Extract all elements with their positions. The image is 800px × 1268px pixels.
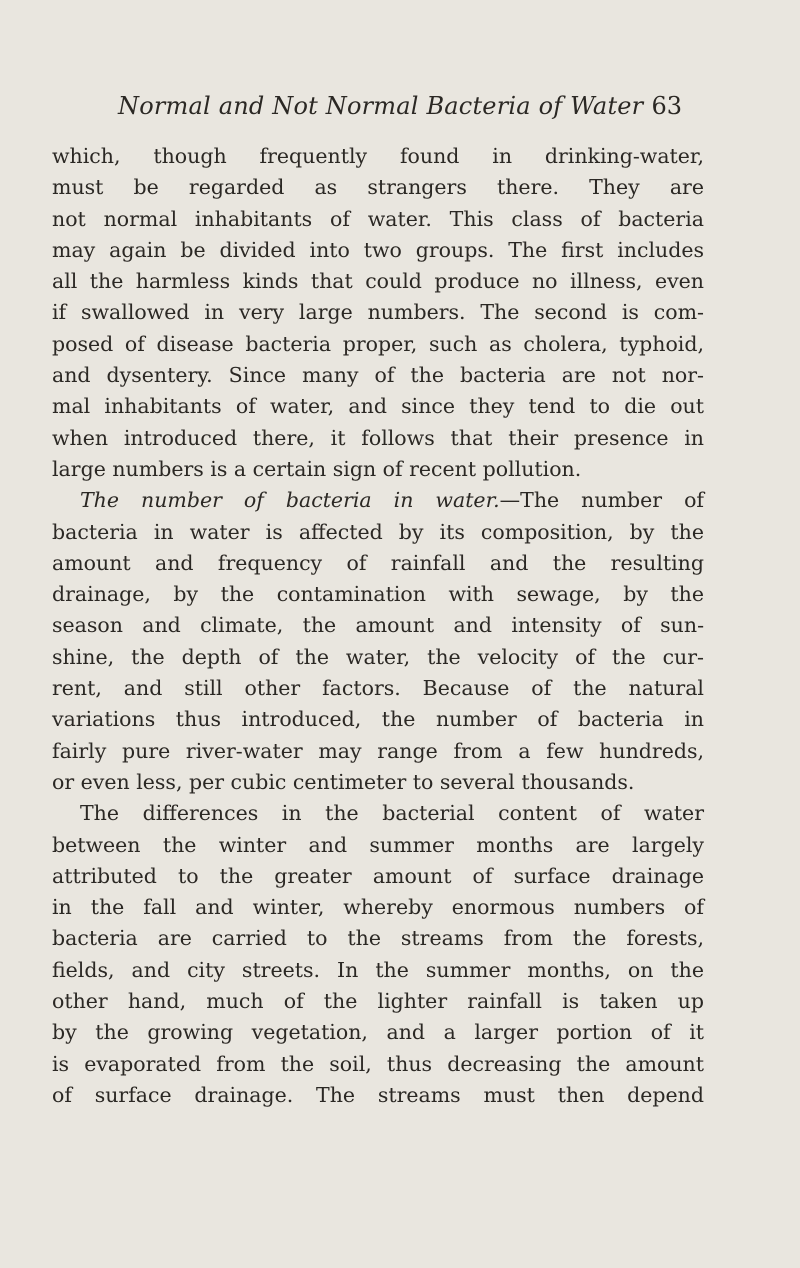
text-line: posed of disease bacteria proper, such as cholera, typhoid, xyxy=(52,331,704,356)
text-line: variations thus introduced, the number of bacteria in xyxy=(52,707,704,732)
page-number: 63 xyxy=(651,92,682,120)
text-line: large numbers is a certain sign of recent pollution. xyxy=(52,456,582,481)
section-heading-line xyxy=(52,485,704,516)
text-line: by the growing vegetation, and a larger portion of it xyxy=(52,1020,704,1045)
text-line: mal inhabitants of water, and since they tend to die out xyxy=(52,394,704,419)
text-line: of surface drainage. The streams must then depend xyxy=(52,1082,704,1107)
text-line: bacteria in water is affected by its composition, by the xyxy=(52,519,704,544)
text-line: if swallowed in very large numbers. The second is com- xyxy=(52,300,704,325)
running-title: Normal and Not Normal Bacteria of Water xyxy=(118,92,644,120)
text-line: fields, and city streets. In the summer months, on the xyxy=(52,957,704,982)
text-line: in the fall and winter, whereby enormous numbers of xyxy=(52,895,704,920)
text-line: is evaporated from the soil, thus decreasing the amount xyxy=(52,1051,704,1076)
text-line: other hand, much of the lighter rainfall is taken up xyxy=(52,989,704,1014)
paragraph-3 xyxy=(52,798,704,1111)
text-line: bacteria are carried to the streams from the forests, xyxy=(52,926,704,951)
text-line: season and climate, the amount and intensity of sun- xyxy=(52,613,704,638)
text-line: amount and frequency of rainfall and the resulting xyxy=(52,550,704,575)
text-line: and dysentery. Since many of the bacteria are not nor- xyxy=(52,363,704,388)
text-line: fairly pure river-water may range from a few hundreds, xyxy=(52,738,704,763)
heading-line-rest: —The number of xyxy=(499,488,705,513)
text-line: all the harmless kinds that could produce no illness, even xyxy=(52,269,704,294)
text-line: or even less, per cubic centimeter to several thousands. xyxy=(52,769,635,794)
paragraph-2 xyxy=(52,485,704,798)
section-heading: The number of bacteria in water. xyxy=(80,488,500,513)
text-line: not normal inhabitants of water. This class of bacteria xyxy=(52,206,704,231)
body-text xyxy=(52,141,704,1111)
text-line: between the winter and summer months are largely xyxy=(52,832,704,857)
text-line: which, though frequently found in drinking-water, xyxy=(52,144,704,168)
text-line: must be regarded as strangers there. They are xyxy=(52,175,704,200)
page-header xyxy=(90,92,682,128)
text-line: attributed to the greater amount of surface drainage xyxy=(52,863,704,888)
paragraph-1 xyxy=(52,141,704,485)
text-line: drainage, by the contamination with sewage, by the xyxy=(52,582,704,607)
text-line: The differences in the bacterial content of water xyxy=(80,801,704,826)
text-line: may again be divided into two groups. The first includes xyxy=(52,237,704,262)
text-line: shine, the depth of the water, the velocity of the cur- xyxy=(52,644,704,669)
text-line: rent, and still other factors. Because of the natural xyxy=(52,676,704,701)
text-line: when introduced there, it follows that their presence in xyxy=(52,425,704,450)
